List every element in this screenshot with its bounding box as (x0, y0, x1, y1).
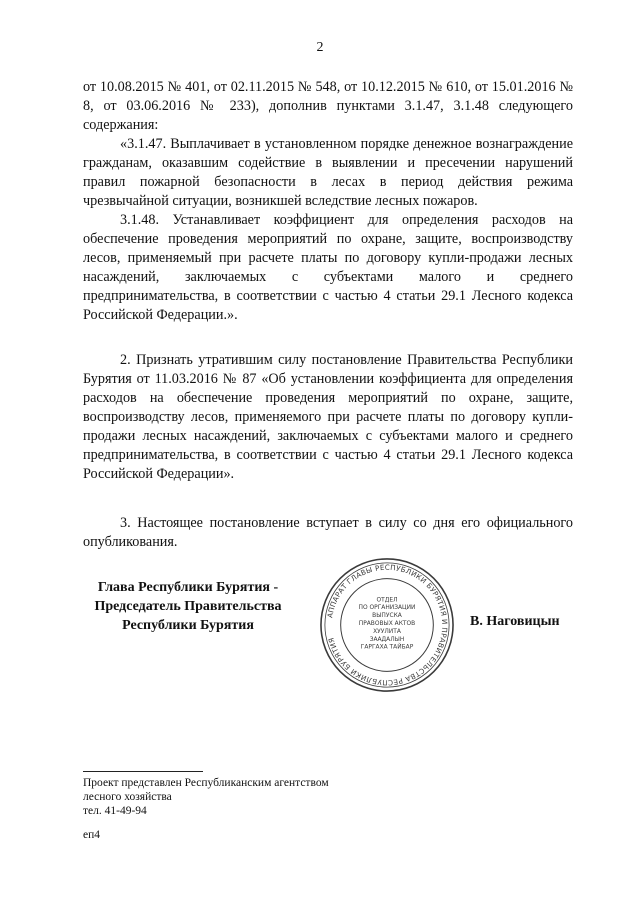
signatory-title-line: Республики Бурятия (122, 618, 254, 633)
paragraph-item-2: 2. Признать утратившим силу постановление Правительства Республики Бурятия от 11.03.2016 № 87 «Об установлении коэффициента для определения расходов на обеспечение проведения мероприятий по охране, защите, воспроизводству лесов, применяемого при расчете платы по договору купли-продажи лесных насаждений, заключаемых с субъектами малого и среднего предпринимательства, в соответствии с частью 4 статьи 29.1 Лесного кодекса Российской Федерации». (83, 352, 573, 482)
signatory-title-line: Глава Республики Бурятия - (97, 580, 279, 595)
signatory-title-line: Председатель Правительства (94, 599, 282, 614)
paragraph-item-3: 3. Настоящее постановление вступает в силу со дня его официального опубликования. (83, 515, 573, 550)
svg-text:ВЫПУСКА: ВЫПУСКА (372, 613, 402, 620)
official-seal-stamp (318, 556, 456, 694)
paragraph-continuation: от 10.08.2015 № 401, от 02.11.2015 № 548, от 10.12.2015 № 610, от 15.01.2016 № 8, от 03.06.2016 № 233), дополнив пунктами 3.1.47, 3.1.48 следующего содержания: (83, 79, 573, 133)
svg-text:ХУУЛИТА: ХУУЛИТА (373, 628, 401, 635)
signatory-title (83, 578, 293, 635)
page-number: 2 (316, 40, 324, 55)
footer-line: лесного хозяйства (83, 791, 172, 803)
svg-text:АППАРАТ ГЛАВЫ РЕСПУБЛИКИ БУРЯТ: АППАРАТ ГЛАВЫ РЕСПУБЛИКИ БУРЯТИЯ И ПРАВИТЕЛЬСТВА РЕСПУБЛИКИ БУРЯТИЯ (325, 562, 450, 688)
document-body (83, 78, 573, 552)
document-code: еп4 (83, 829, 101, 841)
footer-line: Проект представлен Республиканским агентством (83, 777, 329, 789)
svg-text:ПРАВОВЫХ АКТОВ: ПРАВОВЫХ АКТОВ (358, 621, 416, 627)
svg-text:ЗААДАЛЫН: ЗААДАЛЫН (369, 636, 405, 643)
paragraph-3-1-48: 3.1.48. Устанавливает коэффициент для определения расходов на обеспечение проведения мероприятий по охране, защите, воспроизводству лесов, применяемый при расчете платы по договору купли-продажи лесных насаждений, заключаемых с субъектами малого и среднего предпринимательства, в соответствии с частью 4 статьи 29.1 Лесного кодекса Российской Федерации.». (83, 212, 573, 323)
signatory-name: В. Наговицын (470, 614, 560, 629)
footer-note (83, 776, 329, 818)
footer-divider (83, 771, 203, 772)
svg-text:ГАРГАХА ТАЙБАР: ГАРГАХА ТАЙБАР (360, 644, 414, 651)
svg-text:ОТДЕЛ: ОТДЕЛ (376, 597, 398, 604)
footer-phone: тел. 41-49-94 (83, 805, 147, 817)
paragraph-3-1-47: «3.1.47. Выплачивает в установленном порядке денежное вознаграждение гражданам, оказавшим содействие в выявлении и пресечении нарушений правил пожарной безопасности в лесах в период действия режима чрезвычайной ситуации, возникшей вследствие лесных пожаров. (83, 136, 573, 209)
svg-text:ПО ОРГАНИЗАЦИИ: ПО ОРГАНИЗАЦИИ (358, 605, 416, 612)
